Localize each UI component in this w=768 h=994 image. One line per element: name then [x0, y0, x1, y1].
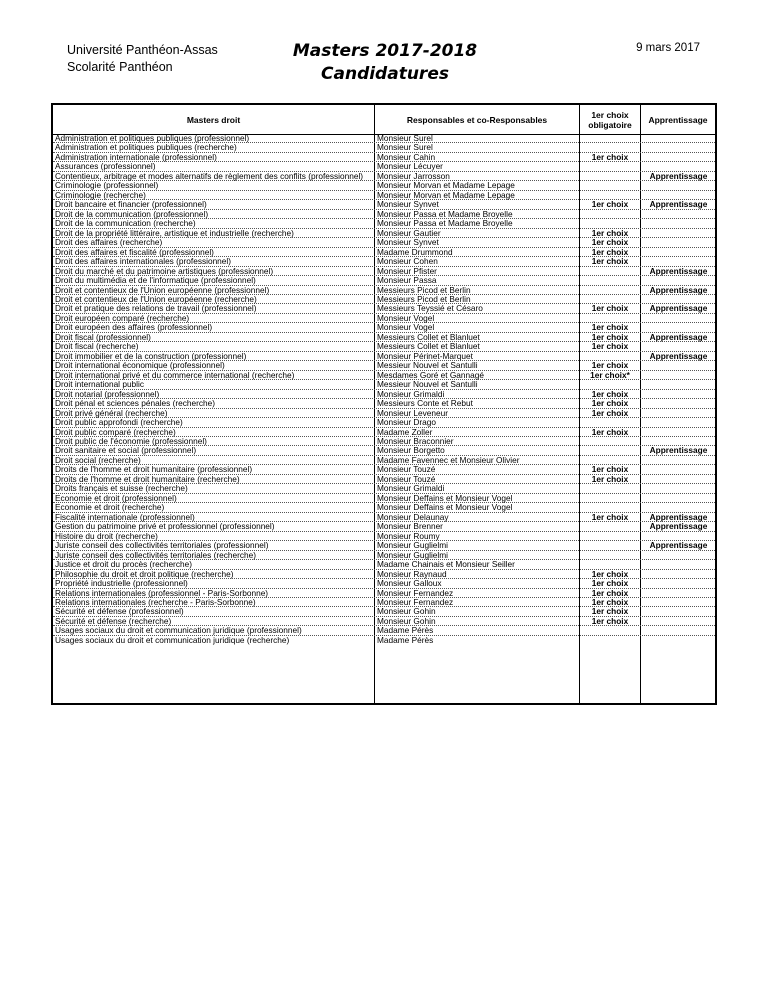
table-row — [53, 522, 715, 531]
table-row — [53, 191, 715, 200]
responsable-cell: Monsieur Raynaud — [377, 569, 447, 579]
table-row — [53, 371, 715, 380]
master-cell: Histoire du droit (recherche) — [55, 531, 158, 541]
column-header-responsables: Responsables et co-Responsables — [406, 114, 548, 125]
master-cell: Relations internationales (professionnel - Paris-Sorbonne) — [55, 588, 269, 598]
premier-choix-cell: 1er choix — [591, 588, 629, 598]
table-row — [53, 380, 715, 389]
premier-choix-cell: 1er choix — [591, 247, 629, 257]
responsable-cell: Monsieur Grimaldi — [377, 389, 445, 399]
responsable-cell: Madame Favennec et Monsieur Olivier — [377, 455, 520, 465]
table-row — [53, 333, 715, 342]
master-cell: Droit international public — [55, 380, 145, 390]
apprentissage-cell: Apprentissage — [649, 446, 708, 456]
table-row — [53, 257, 715, 266]
responsable-cell: Monsieur Grimaldi — [377, 484, 445, 494]
responsable-cell: Messieurs Picod et Berlin — [377, 285, 471, 295]
responsable-cell: Messieurs Teyssié et Césaro — [377, 304, 483, 314]
master-cell: Droit européen des affaires (professionnel) — [55, 323, 213, 333]
table-row — [53, 560, 715, 569]
master-cell: Droit de la communication (recherche) — [55, 219, 196, 229]
table-row — [53, 181, 715, 190]
master-cell: Droit du multimédia et de l'informatique (professionnel) — [55, 276, 256, 286]
responsable-cell: Monsieur Braconnier — [377, 437, 454, 446]
column-header-masters: Masters droit — [186, 114, 241, 125]
column-header-premier-choix: 1er choix obligatoire — [588, 109, 632, 130]
responsable-cell: Monsieur Surel — [377, 143, 433, 153]
master-cell: Droit public approfondi (recherche) — [55, 418, 183, 428]
responsable-cell: Messieur Nouvel et Santulli — [377, 380, 478, 390]
table-row — [53, 267, 715, 276]
table-row — [53, 428, 715, 437]
table-row — [53, 626, 715, 635]
responsable-cell: Madame Drummond — [377, 247, 453, 257]
premier-choix-cell: 1er choix — [591, 389, 629, 399]
responsable-cell: Monsieur Morvan et Madame Lepage — [377, 181, 515, 191]
table-row — [53, 342, 715, 351]
table-row — [53, 579, 715, 588]
master-cell: Droits de l'homme et droit humanitaire (professionnel) — [55, 465, 253, 475]
master-cell: Fiscalité internationale (professionnel) — [55, 512, 195, 522]
apprentissage-cell: Apprentissage — [649, 512, 708, 522]
premier-choix-cell: 1er choix — [591, 474, 629, 484]
master-cell: Droits français et suisse (recherche) — [55, 484, 188, 494]
table-row — [53, 361, 715, 370]
responsable-cell: Madame Pérès — [377, 626, 434, 636]
responsable-cell: Messieurs Collet et Blanluet — [377, 332, 480, 342]
master-cell: Droit de la communication (professionnel) — [55, 209, 209, 219]
table-row — [53, 589, 715, 598]
responsable-cell: Monsieur Touzé — [377, 474, 436, 484]
table-row — [53, 248, 715, 257]
table-row — [53, 475, 715, 484]
table-row — [53, 134, 715, 143]
master-cell: Droit privé général (recherche) — [55, 408, 168, 418]
responsable-cell: Monsieur Borgetto — [377, 446, 445, 456]
apprentissage-cell: Apprentissage — [649, 266, 708, 276]
table-row — [53, 465, 715, 474]
master-cell: Droit international économique (professionnel) — [55, 361, 225, 371]
premier-choix-cell: 1er choix — [591, 427, 629, 437]
responsable-cell: Monsieur Guglielmi — [377, 541, 449, 551]
table-row — [53, 352, 715, 361]
master-cell: Droit des affaires internationales (professionnel) — [55, 257, 232, 267]
responsable-cell: Monsieur Synvet — [377, 238, 439, 248]
master-cell: Usages sociaux du droit et communication juridique (recherche) — [55, 635, 290, 645]
responsable-cell: Mesdames Goré et Gannagé — [377, 370, 484, 380]
university-header — [67, 42, 218, 76]
premier-choix-cell: 1er choix — [591, 579, 629, 589]
apprentissage-cell: Apprentissage — [649, 285, 708, 295]
premier-choix-cell: 1er choix — [591, 200, 629, 210]
responsable-cell: Monsieur Périnet-Marquet — [377, 351, 473, 361]
responsable-cell: Monsieur Deffains et Monsieur Vogel — [377, 493, 513, 503]
responsable-cell: Monsieur Synvet — [377, 200, 439, 210]
table-row — [53, 314, 715, 323]
premier-choix-cell: 1er choix — [591, 465, 629, 475]
master-cell: Droit fiscal (recherche) — [55, 342, 139, 352]
premier-choix-cell: 1er choix — [591, 399, 629, 409]
table-row — [53, 162, 715, 171]
table-row — [53, 636, 715, 645]
table-row — [53, 513, 715, 522]
premier-choix-cell: 1er choix — [591, 616, 629, 626]
responsable-cell: Madame Chainais et Monsieur Seiller — [377, 560, 515, 570]
master-cell: Droit public de l'économie (professionnel) — [55, 437, 207, 446]
apprentissage-cell: Apprentissage — [649, 200, 708, 210]
premier-choix-cell: 1er choix — [591, 342, 629, 352]
master-cell: Sécurité et défense (professionnel) — [55, 607, 184, 617]
university-name: Université Panthéon-Assas — [67, 43, 218, 57]
master-cell: Droit bancaire et financier (professionnel) — [55, 200, 207, 210]
table-row — [53, 295, 715, 304]
premier-choix-cell: 1er choix — [591, 304, 629, 314]
master-cell: Economie et droit (professionnel) — [55, 493, 177, 503]
responsable-cell: Monsieur Guglielmi — [377, 550, 449, 560]
premier-choix-cell: 1er choix — [591, 597, 629, 607]
master-cell: Droit et pratique des relations de travail (professionnel) — [55, 304, 257, 314]
table-row — [53, 153, 715, 162]
table-row — [53, 390, 715, 399]
master-cell: Criminologie (professionnel) — [55, 181, 159, 191]
master-cell: Juriste conseil des collectivités territoriales (professionnel) — [55, 541, 269, 551]
master-cell: Droit de la propriété littéraire, artistique et industrielle (recherche) — [55, 228, 294, 238]
master-cell: Droits de l'homme et droit humanitaire (recherche) — [55, 474, 240, 484]
responsable-cell: Monsieur Leveneur — [377, 408, 449, 418]
responsable-cell: Monsieur Jarrosson — [377, 171, 450, 181]
title-line-2: Candidatures — [321, 64, 449, 84]
premier-choix-cell: 1er choix — [591, 361, 629, 371]
responsable-cell: Messieur Nouvel et Santulli — [377, 361, 478, 371]
responsable-cell: Monsieur Lécuyer — [377, 162, 443, 172]
premier-choix-cell: 1er choix — [591, 323, 629, 333]
master-cell: Administration internationale (professionnel) — [55, 152, 217, 162]
premier-choix-cell: 1er choix — [591, 607, 629, 617]
table-row — [53, 456, 715, 465]
table-row — [53, 323, 715, 332]
responsable-cell: Monsieur Gohin — [377, 607, 436, 617]
table-row — [53, 276, 715, 285]
responsable-cell: Monsieur Delaunay — [377, 512, 449, 522]
master-cell: Droit du marché et du patrimoine artistiques (professionnel) — [55, 266, 274, 276]
master-cell: Philosophie du droit et droit politique (recherche) — [55, 569, 234, 579]
master-cell: Sécurité et défense (recherche) — [55, 616, 172, 626]
responsable-cell: Monsieur Surel — [377, 134, 433, 143]
responsable-cell: Monsieur Passa et Madame Broyelle — [377, 209, 513, 219]
premier-choix-cell: 1er choix — [591, 257, 629, 267]
table-row — [53, 494, 715, 503]
responsable-cell: Madame Pérès — [377, 635, 434, 645]
table-row — [53, 503, 715, 512]
responsable-cell: Monsieur Morvan et Madame Lepage — [377, 190, 515, 200]
master-cell: Droit des affaires (recherche) — [55, 238, 163, 248]
responsable-cell: Madame Zoller — [377, 427, 433, 437]
master-cell: Contentieux, arbitrage et modes alternatifs de règlement des conflits (professionnel) — [55, 171, 364, 181]
premier-choix-cell: 1er choix — [591, 228, 629, 238]
column-header-apprentissage: Apprentissage — [648, 114, 708, 125]
table-row — [53, 570, 715, 579]
masters-table — [51, 103, 717, 705]
table-header — [53, 105, 715, 135]
apprentissage-cell: Apprentissage — [649, 304, 708, 314]
scolarite-name: Scolarité Panthéon — [67, 60, 173, 74]
premier-choix-cell: 1er choix* — [590, 370, 630, 380]
table-row — [53, 409, 715, 418]
premier-choix-cell: 1er choix — [591, 332, 629, 342]
table-row — [53, 551, 715, 560]
page-title — [270, 40, 500, 86]
responsable-cell: Messieurs Picod et Berlin — [377, 294, 471, 304]
responsable-cell: Monsieur Gautier — [377, 228, 441, 238]
document-date: 9 mars 2017 — [636, 42, 700, 54]
responsable-cell: Monsieur Drago — [377, 418, 437, 428]
master-cell: Droit social (recherche) — [55, 455, 141, 465]
table-row — [53, 238, 715, 247]
table-row — [53, 437, 715, 446]
table-row — [53, 143, 715, 152]
responsable-cell: Monsieur Roumy — [377, 531, 440, 541]
responsable-cell: Monsieur Vogel — [377, 323, 435, 333]
premier-choix-cell: 1er choix — [591, 569, 629, 579]
responsable-cell: Monsieur Brenner — [377, 522, 443, 532]
master-cell: Economie et droit (recherche) — [55, 503, 165, 513]
premier-choix-cell: 1er choix — [591, 408, 629, 418]
master-cell: Droit et contentieux de l'Union européenne (professionnel) — [55, 285, 270, 295]
responsable-cell: Messieurs Conte et Rebut — [377, 399, 473, 409]
table-row — [53, 598, 715, 607]
master-cell: Droit et contentieux de l'Union européenne (recherche) — [55, 294, 257, 304]
table-row — [53, 532, 715, 541]
table-row — [53, 399, 715, 408]
master-cell: Administration et politiques publiques (professionnel) — [55, 134, 250, 143]
master-cell: Droit des affaires et fiscalité (professionnel) — [55, 247, 214, 257]
table-row — [53, 172, 715, 181]
premier-choix-cell: 1er choix — [591, 152, 629, 162]
premier-choix-cell: 1er choix — [591, 512, 629, 522]
responsable-cell: Monsieur Touzé — [377, 465, 436, 475]
table-row — [53, 541, 715, 550]
premier-choix-cell: 1er choix — [591, 238, 629, 248]
table-row — [53, 446, 715, 455]
table-row — [53, 617, 715, 626]
table-body — [53, 134, 715, 645]
responsable-cell: Monsieur Fernandez — [377, 597, 454, 607]
table-row — [53, 219, 715, 228]
responsable-cell: Messieurs Collet et Blanluet — [377, 342, 480, 352]
master-cell: Droit immobilier et de la construction (professionnel) — [55, 351, 247, 361]
apprentissage-cell: Apprentissage — [649, 171, 708, 181]
responsable-cell: Monsieur Deffains et Monsieur Vogel — [377, 503, 513, 513]
master-cell: Assurances (professionnel) — [55, 162, 156, 172]
master-cell: Propriété industrielle (professionnel) — [55, 579, 188, 589]
responsable-cell: Monsieur Galloux — [377, 579, 442, 589]
apprentissage-cell: Apprentissage — [649, 351, 708, 361]
table-row — [53, 607, 715, 616]
master-cell: Droit fiscal (professionnel) — [55, 332, 151, 342]
master-cell: Droit pénal et sciences pénales (recherche) — [55, 399, 216, 409]
master-cell: Justice et droit du procès (recherche) — [55, 560, 192, 570]
table-row — [53, 210, 715, 219]
table-row — [53, 229, 715, 238]
apprentissage-cell: Apprentissage — [649, 522, 708, 532]
responsable-cell: Monsieur Cohen — [377, 257, 438, 267]
responsable-cell: Monsieur Passa — [377, 276, 437, 286]
master-cell: Droit sanitaire et social (professionnel) — [55, 446, 197, 456]
responsable-cell: Monsieur Fernandez — [377, 588, 454, 598]
table-row — [53, 286, 715, 295]
table-row — [53, 418, 715, 427]
master-cell: Droit international privé et du commerce international (recherche) — [55, 370, 295, 380]
master-cell: Usages sociaux du droit et communication juridique (professionnel) — [55, 626, 302, 636]
table-row — [53, 304, 715, 313]
master-cell: Droit public comparé (recherche) — [55, 427, 176, 437]
responsable-cell: Monsieur Pfister — [377, 266, 437, 276]
master-cell: Droit notarial (professionnel) — [55, 389, 160, 399]
master-cell: Juriste conseil des collectivités territoriales (recherche) — [55, 550, 257, 560]
table-row — [53, 200, 715, 209]
responsable-cell: Monsieur Passa et Madame Broyelle — [377, 219, 513, 229]
table-row — [53, 484, 715, 493]
master-cell: Criminologie (recherche) — [55, 190, 146, 200]
apprentissage-cell: Apprentissage — [649, 332, 708, 342]
title-line-1: Masters 2017-2018 — [292, 41, 478, 61]
master-cell: Administration et politiques publiques (recherche) — [55, 143, 237, 153]
responsable-cell: Monsieur Gohin — [377, 616, 436, 626]
master-cell: Gestion du patrimoine privé et professionnel (professionnel) — [55, 522, 275, 532]
master-cell: Droit européen comparé (recherche) — [55, 313, 190, 323]
apprentissage-cell: Apprentissage — [649, 541, 708, 551]
master-cell: Relations internationales (recherche - Paris-Sorbonne) — [55, 597, 256, 607]
responsable-cell: Monsieur Vogel — [377, 313, 435, 323]
responsable-cell: Monsieur Cahin — [377, 152, 436, 162]
